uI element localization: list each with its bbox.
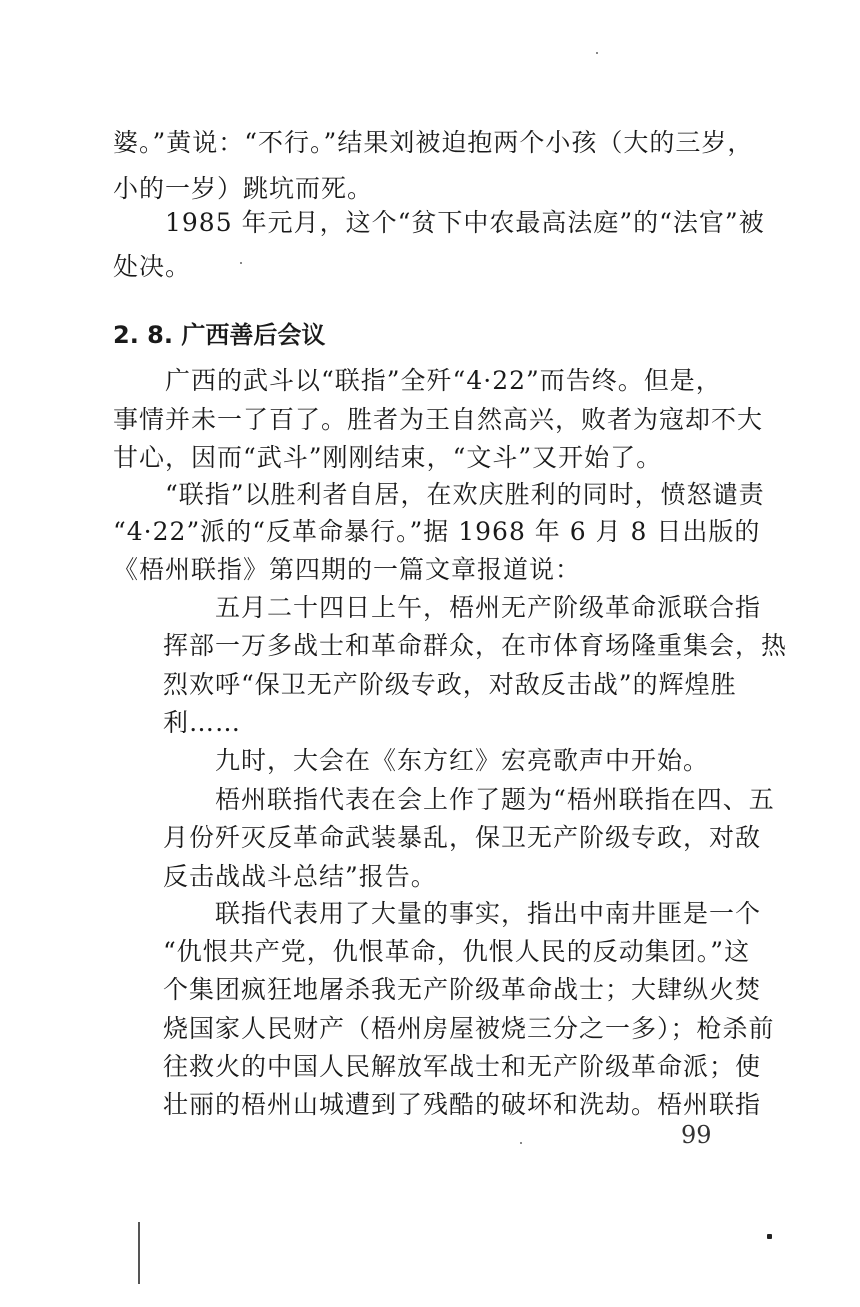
quote-line: 九时，大会在《东方红》宏亮歌声中开始。 [215,746,710,775]
quote-line: 五月二十四日上午，梧州无产阶级革命派联合指 [215,593,762,622]
quote-line: 挥部一万多战士和革命群众，在市体育场隆重集会，热 [163,631,788,660]
scan-speck [520,1142,522,1144]
body-line: “4·22”派的“反革命暴行。”据 1968 年 6 月 8 日出版的 [113,517,761,546]
body-line: 《梧州联指》第四期的一篇文章报道说： [113,555,582,584]
section-heading: 2. 8. 广西善后会议 [113,321,326,349]
page-number: 99 [681,1121,712,1149]
body-line: 甘心，因而“武斗”刚刚结束，“文斗”又开始了。 [113,443,663,472]
body-line: 事情并未一了百了。胜者为王自然高兴，败者为寇却不大 [113,405,764,434]
quote-line: 利…… [163,708,242,737]
body-line: 广西的武斗以“联指”全歼“4·22”而告终。但是， [165,366,722,395]
quote-line: 反击战战斗总结”报告。 [163,862,437,891]
body-line: 婆。”黄说：“不行。”结果刘被迫抱两个小孩（大的三岁， [113,128,754,157]
body-line: 处决。 [113,252,192,281]
quote-line: 梧州联指代表在会上作了题为“梧州联指在四、五 [215,785,775,814]
binding-edge-line [138,1222,140,1284]
scan-speck [240,262,242,264]
body-line: 1985 年元月，这个“贫下中农最高法庭”的“法官”被 [165,208,765,237]
quote-line: 联指代表用了大量的事实，指出中南井匪是一个 [215,899,762,928]
quote-line: 烈欢呼“保卫无产阶级专政，对敌反击战”的辉煌胜 [163,670,737,699]
quote-line: 往救火的中国人民解放军战士和无产阶级革命派；使 [163,1052,762,1081]
quote-line: 个集团疯狂地屠杀我无产阶级革命战士；大肆纵火焚 [163,975,762,1004]
quote-line: 壮丽的梧州山城遭到了残酷的破坏和洗劫。梧州联指 [163,1090,762,1119]
quote-line: 月份歼灭反革命武装暴乱，保卫无产阶级专政，对敌 [163,823,762,852]
quote-line: 烧国家人民财产（梧州房屋被烧三分之一多）；枪杀前 [163,1014,775,1043]
quote-line: “仇恨共产党，仇恨革命，仇恨人民的反动集团。”这 [163,937,751,966]
scan-mark [767,1234,772,1239]
body-line: 小的一岁）跳坑而死。 [113,174,374,203]
scan-speck [596,52,598,54]
body-line: “联指”以胜利者自居，在欢庆胜利的同时，愤怒谴责 [165,480,765,509]
